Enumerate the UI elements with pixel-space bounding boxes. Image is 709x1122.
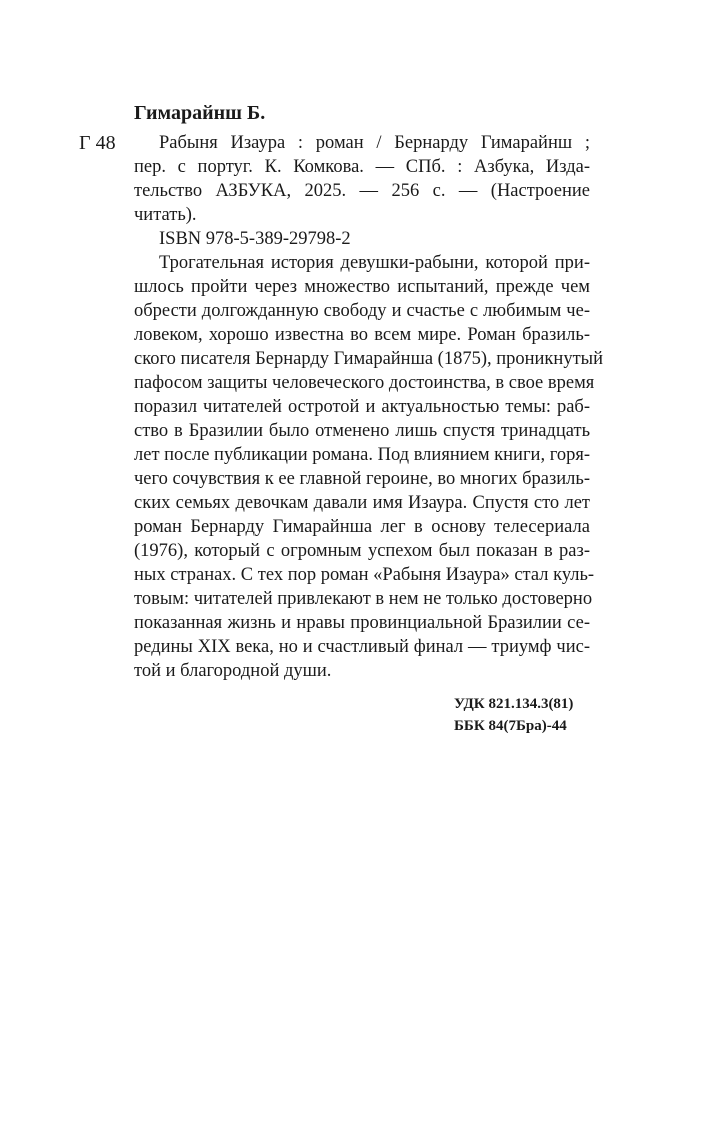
bbk-code: ББК 84(7Бра)-44 [454, 718, 567, 734]
author-heading: Гимарайнш Б. [134, 102, 266, 124]
annotation-line: чего сочувствия к ее главной героине, во многих бразиль- [134, 469, 590, 489]
annotation-line: поразил читателей остротой и актуальностью темы: раб- [134, 397, 590, 417]
annotation-line: Трогательная история девушки-рабыни, которой при- [159, 253, 590, 273]
annotation-line: пафосом защиты человеческого достоинства, в свое время [134, 373, 595, 393]
udk-code: УДК 821.134.3(81) [454, 696, 574, 712]
catalog-code: Г 48 [79, 132, 116, 154]
bibliographic-line: тельство АЗБУКА, 2025. — 256 с. — (Настроение [134, 181, 590, 201]
annotation-line: ских семьях девочкам давали имя Изаура. Спустя сто лет [134, 493, 590, 513]
annotation-line: обрести долгожданную свободу и счастье с любимым че- [134, 301, 590, 321]
isbn: ISBN 978-5-389-29798-2 [159, 229, 351, 249]
annotation-line: показанная жизнь и нравы провинциальной Бразилии се- [134, 613, 590, 633]
bibliographic-line: пер. с португ. К. Комкова. — СПб. : Азбука, Изда- [134, 157, 590, 177]
annotation-line: (1976), который с огромным успехом был показан в раз- [134, 541, 590, 561]
annotation-line: товым: читателей привлекают в нем не только достоверно [134, 589, 593, 609]
annotation-line: лет после публикации романа. Под влиянием книги, горя- [134, 445, 590, 465]
bibliographic-line: читать). [134, 205, 197, 225]
bibliographic-line: Рабыня Изаура : роман / Бернарду Гимарайнш ; [159, 133, 590, 153]
annotation-line: редины XIX века, но и счастливый финал — триумф чис- [134, 637, 590, 657]
annotation-line: той и благородной души. [134, 661, 332, 681]
annotation-line: ство в Бразилии было отменено лишь спустя тринадцать [134, 421, 590, 441]
annotation-line: шлось пройти через множество испытаний, прежде чем [134, 277, 590, 297]
annotation-line: ных странах. С тех пор роман «Рабыня Изаура» стал куль- [134, 565, 595, 585]
annotation-line: роман Бернарду Гимарайнша лег в основу телесериала [134, 517, 590, 537]
annotation-line: ловеком, хорошо известна во всем мире. Роман бразиль- [134, 325, 590, 345]
annotation-line: ского писателя Бернарду Гимарайнша (1875), проникнутый [134, 349, 603, 369]
